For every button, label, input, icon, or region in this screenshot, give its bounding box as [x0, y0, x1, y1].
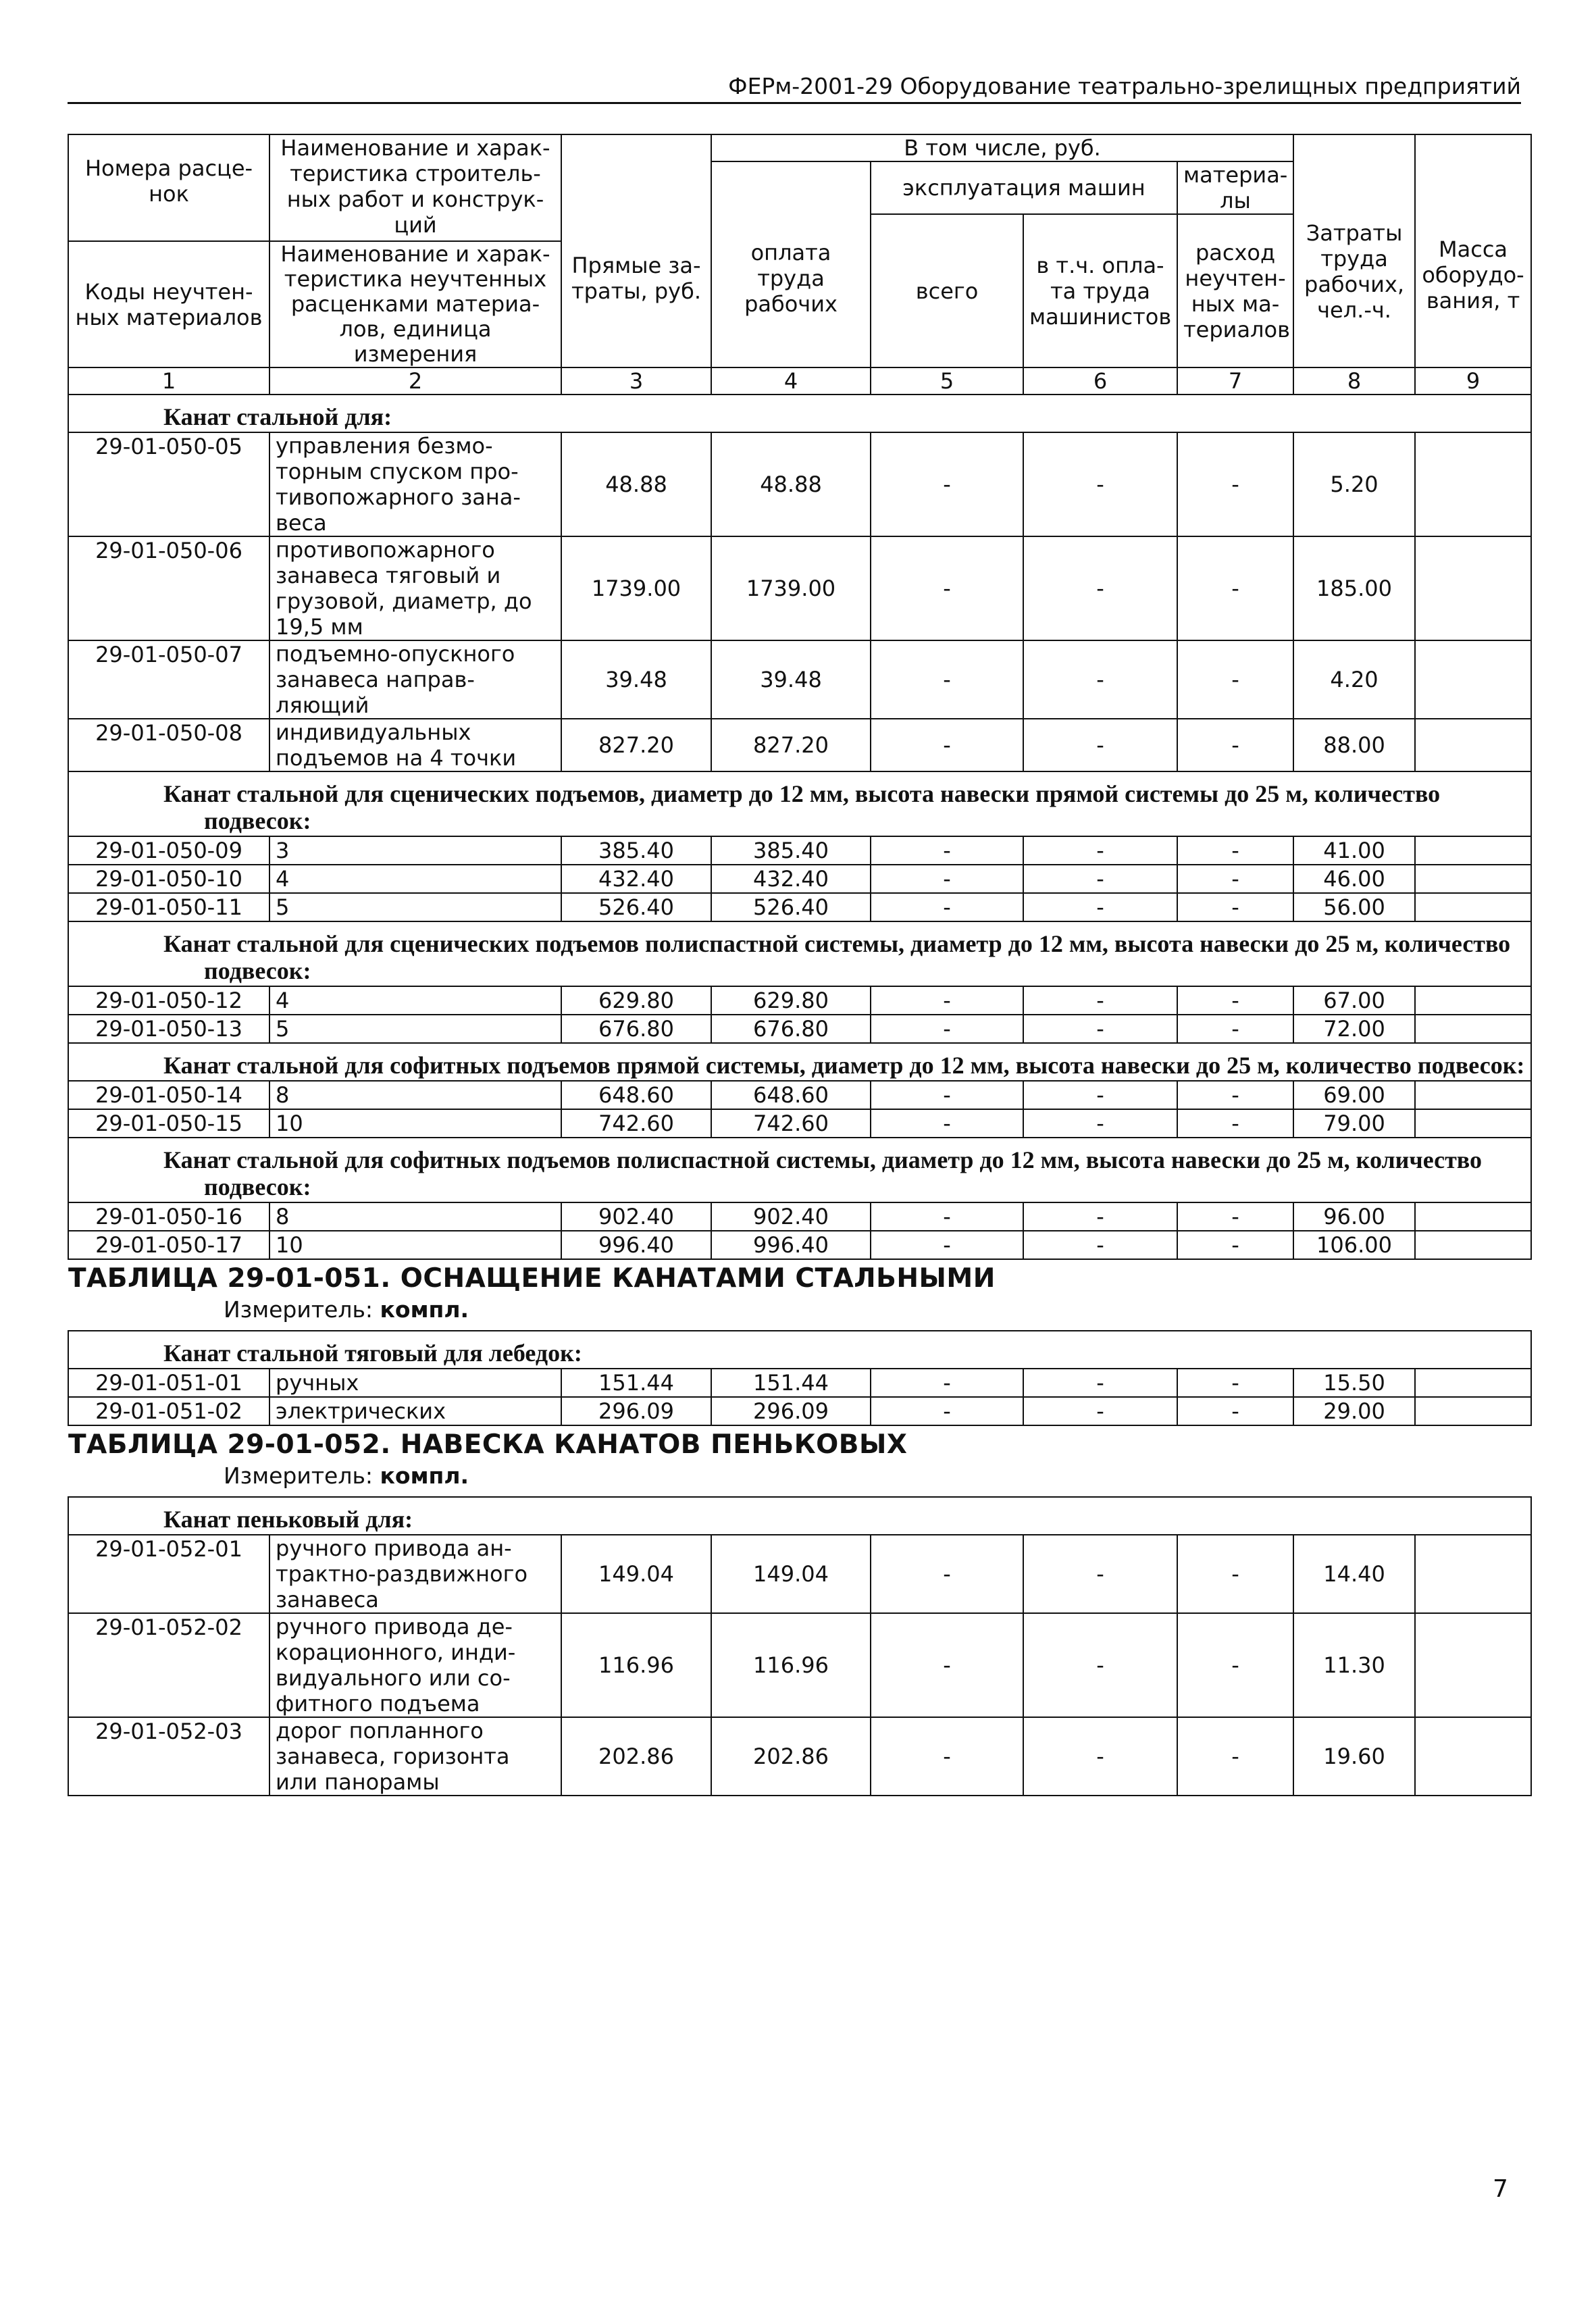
machine-cost: -	[871, 1231, 1023, 1259]
equipment-mass	[1415, 1231, 1531, 1259]
rate-row	[68, 1397, 1531, 1425]
col-labor-hours-header: Затраты труда рабочих, чел.-ч.	[1293, 134, 1415, 367]
labor-hours: 15.50	[1293, 1369, 1415, 1397]
unaccounted-materials: -	[1177, 1015, 1293, 1043]
column-index-cell: 1	[68, 367, 269, 395]
equipment-mass	[1415, 1109, 1531, 1138]
group-title: Канат стальной тяговый для лебедок:	[68, 1331, 1531, 1369]
group-title: Канат стальной для софитных подъемов прямой системы, диаметр до 12 мм, высота навески до 25 м, количество подвесок:	[68, 1043, 1531, 1081]
labor-hours: 96.00	[1293, 1202, 1415, 1231]
machine-cost: -	[871, 893, 1023, 921]
col-name-top-header: Наименование и харак-теристика строитель-ных работ и конструк-ций	[269, 134, 561, 241]
rate-name: ручного привода де-корационного, инди-видуального или со-фитного подъема	[269, 1613, 561, 1717]
equipment-mass	[1415, 836, 1531, 865]
labor-pay: 742.60	[711, 1109, 871, 1138]
col-unaccounted-header: расход неучтен-ных ма-териалов	[1177, 214, 1293, 367]
direct-cost: 432.40	[561, 865, 711, 893]
group-title: Канат стальной для сценических подъемов, диаметр до 12 мм, высота навески прямой системы до 25 м, количество подвесок:	[68, 771, 1531, 836]
labor-pay: 39.48	[711, 640, 871, 719]
direct-cost: 151.44	[561, 1369, 711, 1397]
rate-name: 8	[269, 1081, 561, 1109]
table-heading: ТАБЛИЦА 29-01-051. ОСНАЩЕНИЕ КАНАТАМИ СТАЛЬНЫМИ	[68, 1263, 996, 1294]
rate-row	[68, 836, 1531, 865]
labor-pay: 116.96	[711, 1613, 871, 1717]
rate-name: 4	[269, 865, 561, 893]
labor-hours: 69.00	[1293, 1081, 1415, 1109]
rate-row	[68, 986, 1531, 1015]
rate-name: 3	[269, 836, 561, 865]
group-title-row	[68, 1497, 1531, 1535]
labor-pay: 827.20	[711, 719, 871, 771]
rate-name: 10	[269, 1109, 561, 1138]
rate-code: 29-01-050-17	[68, 1231, 269, 1259]
machine-cost: -	[871, 1202, 1023, 1231]
unaccounted-materials: -	[1177, 986, 1293, 1015]
direct-cost: 296.09	[561, 1397, 711, 1425]
labor-pay: 526.40	[711, 893, 871, 921]
header-row	[68, 134, 1531, 161]
labor-hours: 5.20	[1293, 432, 1415, 536]
rate-code: 29-01-050-09	[68, 836, 269, 865]
rate-code: 29-01-050-12	[68, 986, 269, 1015]
labor-hours: 72.00	[1293, 1015, 1415, 1043]
equipment-mass	[1415, 1613, 1531, 1717]
unaccounted-materials: -	[1177, 1109, 1293, 1138]
rate-row	[68, 719, 1531, 771]
rate-row	[68, 1202, 1531, 1231]
labor-hours: 4.20	[1293, 640, 1415, 719]
direct-cost: 648.60	[561, 1081, 711, 1109]
unaccounted-materials: -	[1177, 640, 1293, 719]
measure-value: компл.	[380, 1296, 469, 1323]
labor-hours: 88.00	[1293, 719, 1415, 771]
column-index-cell: 8	[1293, 367, 1415, 395]
rate-row	[68, 1109, 1531, 1138]
labor-pay: 432.40	[711, 865, 871, 893]
machinist-pay: -	[1023, 986, 1177, 1015]
labor-hours: 56.00	[1293, 893, 1415, 921]
unaccounted-materials: -	[1177, 865, 1293, 893]
machine-cost: -	[871, 1109, 1023, 1138]
measure-unit	[68, 1295, 1531, 1331]
machine-cost: -	[871, 1613, 1023, 1717]
column-index-cell: 2	[269, 367, 561, 395]
unaccounted-materials: -	[1177, 1397, 1293, 1425]
rate-row	[68, 432, 1531, 536]
measure-unit	[68, 1461, 1531, 1497]
group-title: Канат стальной для софитных подъемов полиспастной системы, диаметр до 12 мм, высота навески до 25 м, количество подвесок:	[68, 1138, 1531, 1202]
measure-value: компл.	[380, 1463, 469, 1489]
direct-cost: 202.86	[561, 1717, 711, 1796]
group-title-row	[68, 771, 1531, 836]
column-index-cell: 3	[561, 367, 711, 395]
running-header: ФЕРм-2001-29 Оборудование театрально-зрелищных предприятий	[728, 73, 1521, 99]
direct-cost: 676.80	[561, 1015, 711, 1043]
table-heading-row	[68, 1425, 1531, 1461]
machine-cost: -	[871, 719, 1023, 771]
column-index-cell: 4	[711, 367, 871, 395]
rate-name: противопожарного занавеса тяговый и грузовой, диаметр, до 19,5 мм	[269, 536, 561, 640]
labor-hours: 67.00	[1293, 986, 1415, 1015]
page-number: 7	[1493, 2175, 1508, 2203]
rate-code: 29-01-050-05	[68, 432, 269, 536]
col-mass-header: Масса оборудо-вания, т	[1415, 134, 1531, 367]
col-code-top-header: Номера расце-нок	[68, 134, 269, 241]
column-index-cell: 7	[1177, 367, 1293, 395]
group-title: Канат стальной для:	[68, 395, 1531, 432]
machinist-pay: -	[1023, 1717, 1177, 1796]
rate-code: 29-01-050-10	[68, 865, 269, 893]
machinist-pay: -	[1023, 1535, 1177, 1613]
rate-code: 29-01-052-03	[68, 1717, 269, 1796]
direct-cost: 902.40	[561, 1202, 711, 1231]
labor-hours: 106.00	[1293, 1231, 1415, 1259]
measure-label: Измеритель:	[224, 1463, 380, 1489]
equipment-mass	[1415, 1015, 1531, 1043]
rate-row	[68, 640, 1531, 719]
labor-pay: 202.86	[711, 1717, 871, 1796]
unaccounted-materials: -	[1177, 1202, 1293, 1231]
machinist-pay: -	[1023, 893, 1177, 921]
machinist-pay: -	[1023, 1015, 1177, 1043]
rate-code: 29-01-051-02	[68, 1397, 269, 1425]
unaccounted-materials: -	[1177, 1369, 1293, 1397]
labor-hours: 11.30	[1293, 1613, 1415, 1717]
rate-code: 29-01-050-08	[68, 719, 269, 771]
group-title-row	[68, 1138, 1531, 1202]
rate-row	[68, 1535, 1531, 1613]
machinist-pay: -	[1023, 1081, 1177, 1109]
equipment-mass	[1415, 986, 1531, 1015]
labor-pay: 902.40	[711, 1202, 871, 1231]
unaccounted-materials: -	[1177, 432, 1293, 536]
unaccounted-materials: -	[1177, 1081, 1293, 1109]
unaccounted-materials: -	[1177, 1535, 1293, 1613]
header-rule	[68, 102, 1521, 104]
unaccounted-materials: -	[1177, 1231, 1293, 1259]
machine-cost: -	[871, 1717, 1023, 1796]
machinist-pay: -	[1023, 1369, 1177, 1397]
direct-cost: 827.20	[561, 719, 711, 771]
labor-hours: 14.40	[1293, 1535, 1415, 1613]
equipment-mass	[1415, 1369, 1531, 1397]
machinist-pay: -	[1023, 1231, 1177, 1259]
rate-row	[68, 1081, 1531, 1109]
group-title: Канат пеньковый для:	[68, 1497, 1531, 1535]
equipment-mass	[1415, 865, 1531, 893]
rate-row	[68, 1015, 1531, 1043]
rate-row	[68, 865, 1531, 893]
col-materials-header: материа-лы	[1177, 161, 1293, 214]
direct-cost: 526.40	[561, 893, 711, 921]
labor-pay: 296.09	[711, 1397, 871, 1425]
equipment-mass	[1415, 1535, 1531, 1613]
unaccounted-materials: -	[1177, 536, 1293, 640]
rate-row	[68, 1717, 1531, 1796]
table-heading-row	[68, 1259, 1531, 1295]
direct-cost: 116.96	[561, 1613, 711, 1717]
table-heading: ТАБЛИЦА 29-01-052. НАВЕСКА КАНАТОВ ПЕНЬКОВЫХ	[68, 1429, 908, 1460]
machinist-pay: -	[1023, 640, 1177, 719]
column-index-cell: 6	[1023, 367, 1177, 395]
column-index-cell: 9	[1415, 367, 1531, 395]
unaccounted-materials: -	[1177, 719, 1293, 771]
rate-code: 29-01-052-01	[68, 1535, 269, 1613]
machinist-pay: -	[1023, 836, 1177, 865]
equipment-mass	[1415, 1202, 1531, 1231]
group-title-row	[68, 1043, 1531, 1081]
column-index-cell: 5	[871, 367, 1023, 395]
direct-cost: 629.80	[561, 986, 711, 1015]
rate-code: 29-01-050-13	[68, 1015, 269, 1043]
rate-name: ручного привода ан-трактно-раздвижного занавеса	[269, 1535, 561, 1613]
rate-code: 29-01-050-11	[68, 893, 269, 921]
rate-code: 29-01-050-15	[68, 1109, 269, 1138]
rate-code: 29-01-052-02	[68, 1613, 269, 1717]
rate-code: 29-01-050-06	[68, 536, 269, 640]
equipment-mass	[1415, 432, 1531, 536]
machinist-pay: -	[1023, 432, 1177, 536]
labor-pay: 48.88	[711, 432, 871, 536]
measure-row	[68, 1295, 1531, 1331]
rate-row	[68, 536, 1531, 640]
equipment-mass	[1415, 893, 1531, 921]
rate-name: управления безмо-торным спуском про-тивопожарного зана-веса	[269, 432, 561, 536]
equipment-mass	[1415, 1397, 1531, 1425]
direct-cost: 1739.00	[561, 536, 711, 640]
labor-hours: 29.00	[1293, 1397, 1415, 1425]
col-name-bottom-header: Наименование и харак-теристика неучтенных расценками материа-лов, единица измерения	[269, 241, 561, 367]
labor-pay: 629.80	[711, 986, 871, 1015]
rate-name: ручных	[269, 1369, 561, 1397]
direct-cost: 149.04	[561, 1535, 711, 1613]
rate-row	[68, 1613, 1531, 1717]
equipment-mass	[1415, 536, 1531, 640]
col-machines-total-header: всего	[871, 214, 1023, 367]
rate-name: 8	[269, 1202, 561, 1231]
col-incl-header: В том числе, руб.	[711, 134, 1293, 161]
rate-name: 5	[269, 1015, 561, 1043]
machine-cost: -	[871, 986, 1023, 1015]
labor-hours: 46.00	[1293, 865, 1415, 893]
labor-pay: 151.44	[711, 1369, 871, 1397]
machine-cost: -	[871, 1015, 1023, 1043]
machine-cost: -	[871, 536, 1023, 640]
machinist-pay: -	[1023, 865, 1177, 893]
measure-label: Измеритель:	[224, 1296, 380, 1323]
machine-cost: -	[871, 432, 1023, 536]
col-code-bottom-header: Коды неучтен-ных материалов	[68, 241, 269, 367]
machine-cost: -	[871, 640, 1023, 719]
direct-cost: 39.48	[561, 640, 711, 719]
group-title: Канат стальной для сценических подъемов полиспастной системы, диаметр до 12 мм, высота навески до 25 м, количество подвесок:	[68, 921, 1531, 986]
labor-pay: 676.80	[711, 1015, 871, 1043]
labor-pay: 149.04	[711, 1535, 871, 1613]
col-machines-header: эксплуатация машин	[871, 161, 1177, 214]
machine-cost: -	[871, 1535, 1023, 1613]
equipment-mass	[1415, 1081, 1531, 1109]
rate-code: 29-01-050-07	[68, 640, 269, 719]
col-labor-pay-header: оплата труда рабочих	[711, 161, 871, 367]
rate-code: 29-01-050-16	[68, 1202, 269, 1231]
rate-code: 29-01-050-14	[68, 1081, 269, 1109]
group-title-row	[68, 921, 1531, 986]
machinist-pay: -	[1023, 1397, 1177, 1425]
machinist-pay: -	[1023, 536, 1177, 640]
rate-row	[68, 1369, 1531, 1397]
direct-cost: 742.60	[561, 1109, 711, 1138]
machinist-pay: -	[1023, 719, 1177, 771]
rate-name: электрических	[269, 1397, 561, 1425]
rate-row	[68, 1231, 1531, 1259]
rate-name: дорог попланного занавеса, горизонта или панорамы	[269, 1717, 561, 1796]
direct-cost: 385.40	[561, 836, 711, 865]
labor-hours: 185.00	[1293, 536, 1415, 640]
labor-hours: 79.00	[1293, 1109, 1415, 1138]
unaccounted-materials: -	[1177, 1717, 1293, 1796]
rate-table	[68, 134, 1532, 1796]
equipment-mass	[1415, 640, 1531, 719]
labor-pay: 385.40	[711, 836, 871, 865]
labor-hours: 19.60	[1293, 1717, 1415, 1796]
rate-name: 10	[269, 1231, 561, 1259]
direct-cost: 48.88	[561, 432, 711, 536]
col-machinist-pay-header: в т.ч. опла-та труда машинистов	[1023, 214, 1177, 367]
rate-row	[68, 893, 1531, 921]
rate-name: 4	[269, 986, 561, 1015]
rate-name: индивидуальных подъемов на 4 точки	[269, 719, 561, 771]
machinist-pay: -	[1023, 1613, 1177, 1717]
group-title-row	[68, 395, 1531, 432]
labor-pay: 996.40	[711, 1231, 871, 1259]
machine-cost: -	[871, 1369, 1023, 1397]
machine-cost: -	[871, 1397, 1023, 1425]
labor-hours: 41.00	[1293, 836, 1415, 865]
machinist-pay: -	[1023, 1202, 1177, 1231]
rate-code: 29-01-051-01	[68, 1369, 269, 1397]
rate-name: подъемно-опускного занавеса направ-ляющий	[269, 640, 561, 719]
measure-row	[68, 1461, 1531, 1497]
group-title-row	[68, 1331, 1531, 1369]
unaccounted-materials: -	[1177, 893, 1293, 921]
machine-cost: -	[871, 865, 1023, 893]
equipment-mass	[1415, 1717, 1531, 1796]
rate-name: 5	[269, 893, 561, 921]
labor-pay: 648.60	[711, 1081, 871, 1109]
unaccounted-materials: -	[1177, 1613, 1293, 1717]
direct-cost: 996.40	[561, 1231, 711, 1259]
machine-cost: -	[871, 836, 1023, 865]
machinist-pay: -	[1023, 1109, 1177, 1138]
column-index-row	[68, 367, 1531, 395]
machine-cost: -	[871, 1081, 1023, 1109]
unaccounted-materials: -	[1177, 836, 1293, 865]
col-direct-header: Прямые за-траты, руб.	[561, 134, 711, 367]
equipment-mass	[1415, 719, 1531, 771]
labor-pay: 1739.00	[711, 536, 871, 640]
